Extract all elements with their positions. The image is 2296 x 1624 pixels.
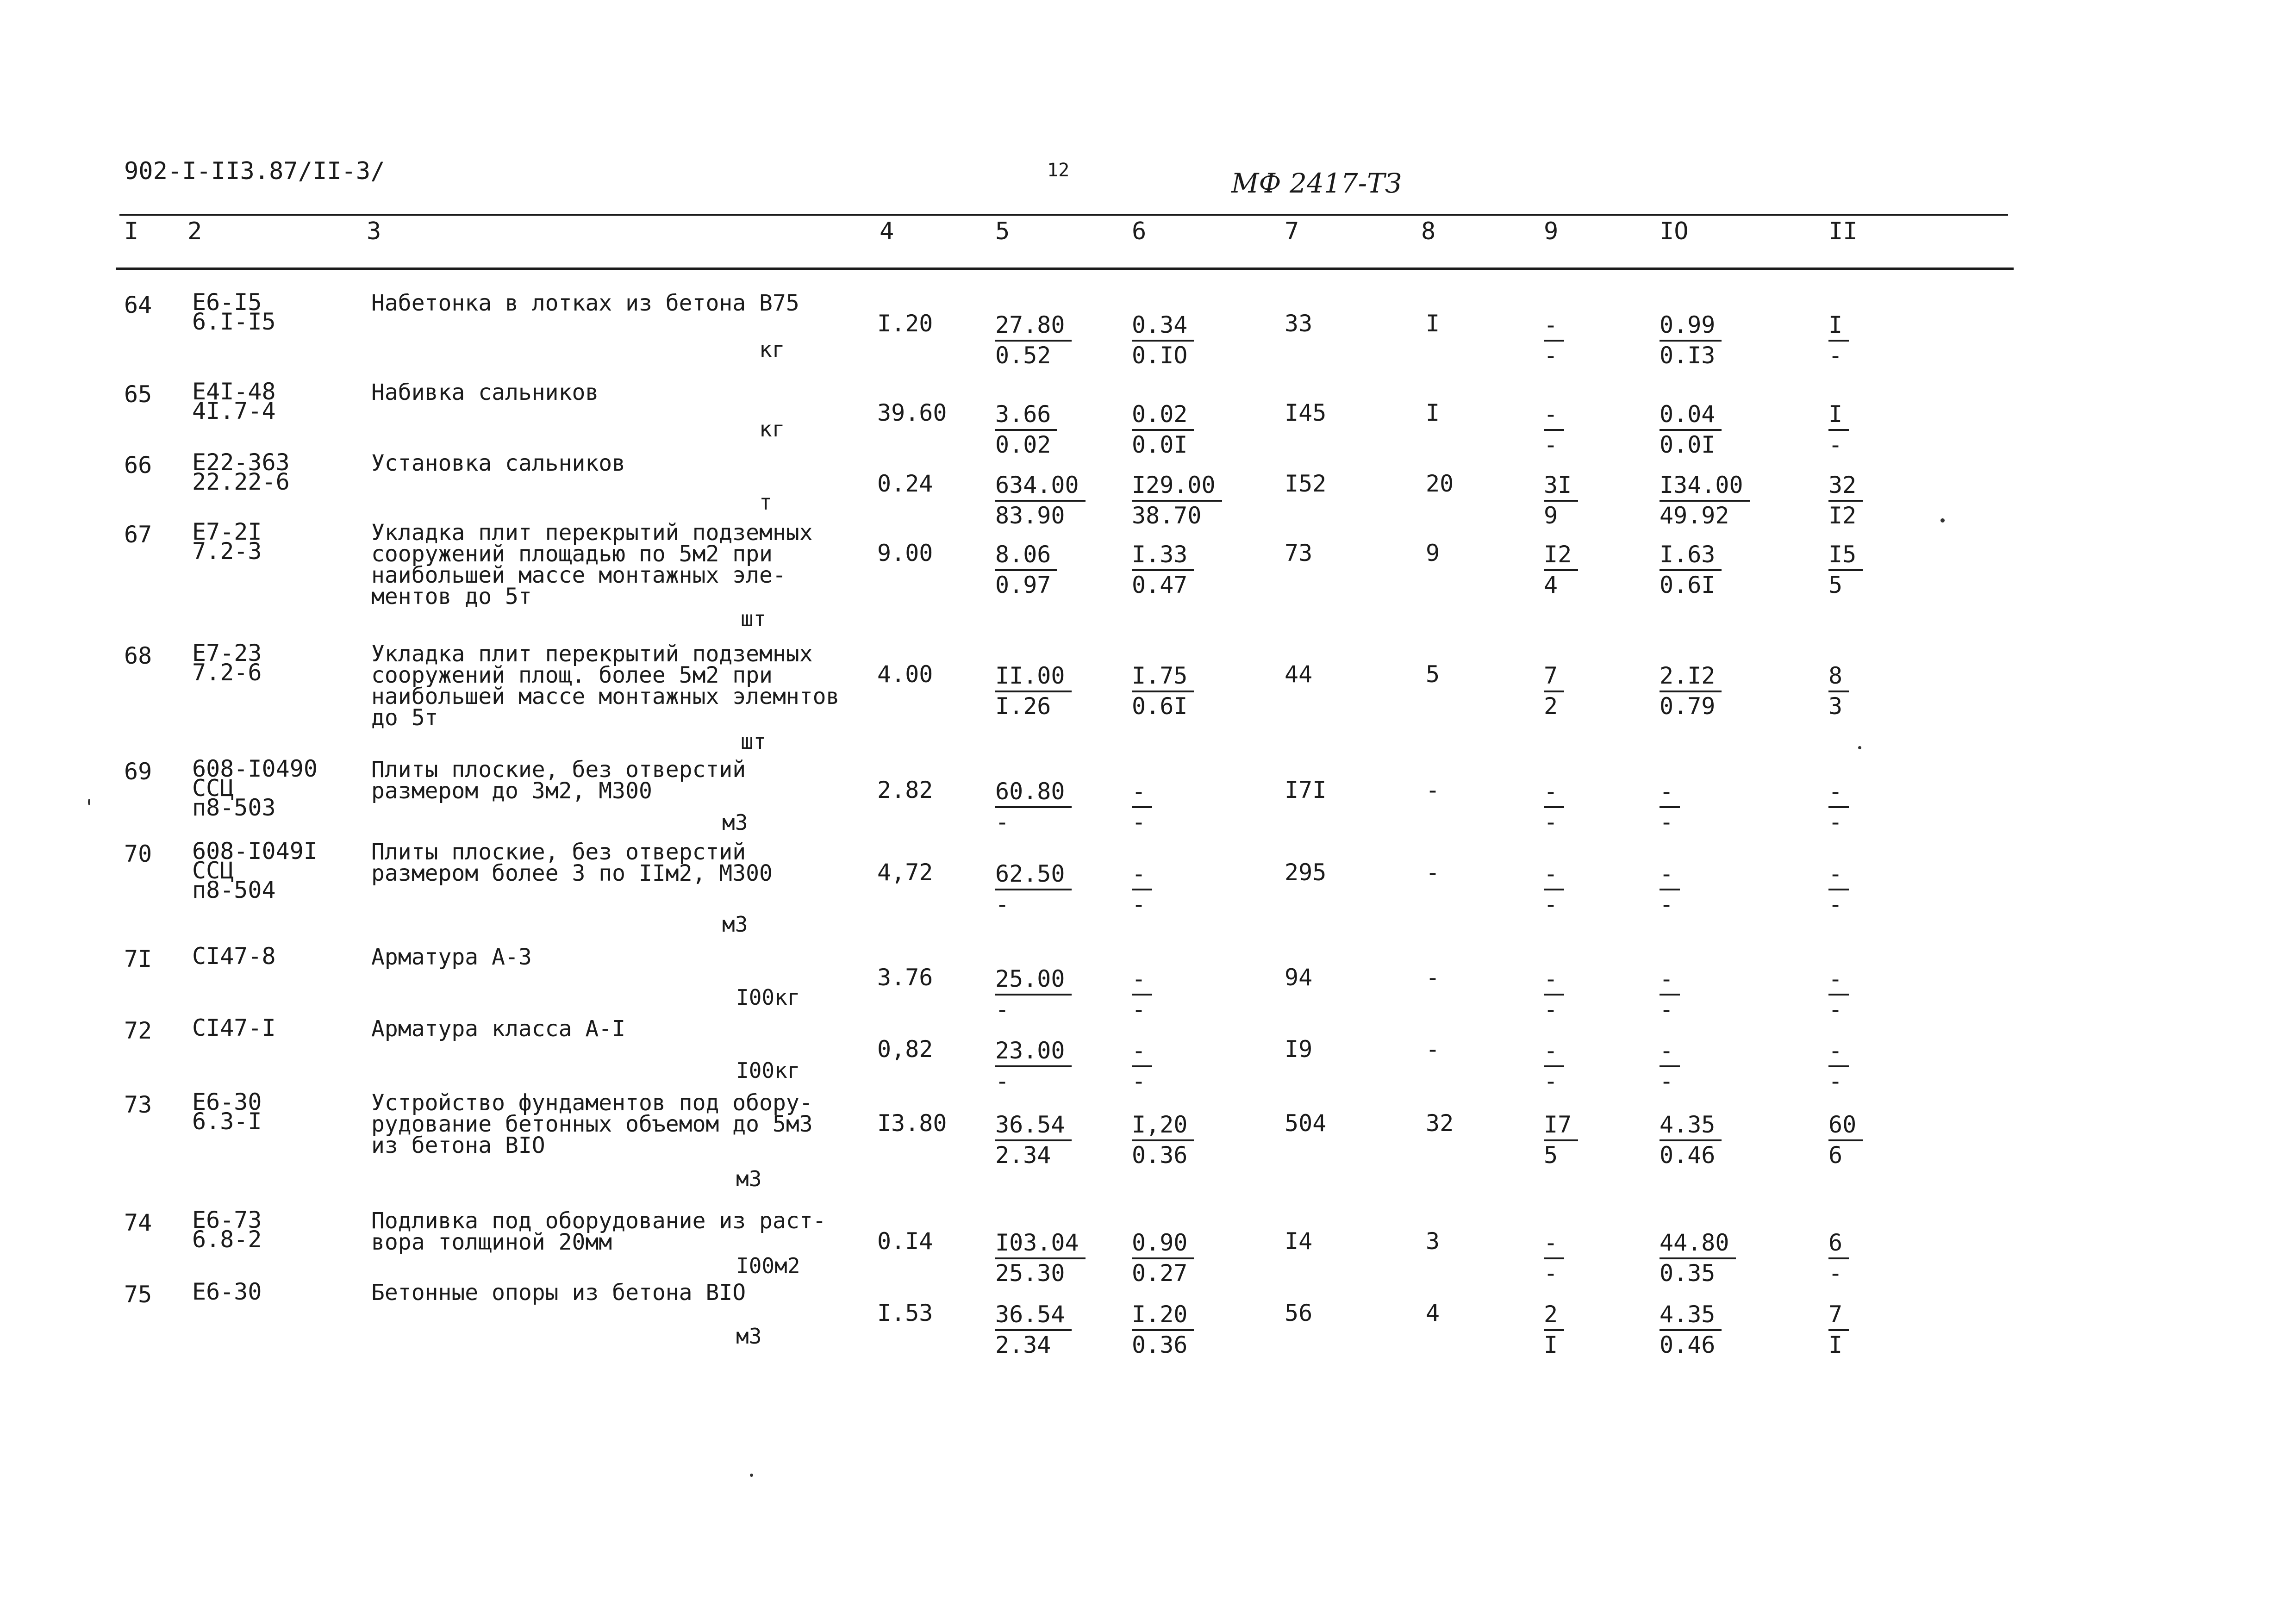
work-description: Укладка плит перекрытий подземных сооружений площадью по 5м2 при наибольшей массе монтажных эле- ментов до 5т	[371, 520, 813, 610]
total-labor-bottom: -	[1828, 342, 1843, 369]
unit-cost	[995, 662, 1083, 721]
unit-of-measure: м3	[736, 1324, 762, 1349]
work-description: Набетонка в лотках из бетона В75	[371, 290, 799, 316]
row-number: 67	[124, 521, 152, 548]
column-header-3: 3	[367, 218, 381, 245]
unit-cost-bottom: 0.52	[995, 342, 1051, 369]
unit-cost	[995, 1037, 1083, 1096]
labor-norm	[1660, 662, 1747, 721]
unit-of-measure: I00кг	[736, 985, 800, 1010]
machine-cost-top: -	[1544, 778, 1564, 808]
total-cost: 56	[1285, 1300, 1313, 1326]
machine-cost-top: -	[1544, 860, 1564, 890]
labor-norm-top: 0.04	[1660, 400, 1722, 431]
cost-code: СI47-I	[192, 1014, 276, 1041]
unit-cost	[995, 471, 1083, 530]
row-number: 66	[124, 452, 152, 479]
machine-cost-bottom: -	[1544, 1260, 1558, 1287]
work-description: Набивка сальников	[371, 380, 599, 405]
unit-cost	[995, 311, 1083, 370]
wage-cost-bottom: -	[1132, 891, 1146, 918]
unit-cost	[995, 1229, 1083, 1288]
wage-cost	[1132, 1111, 1220, 1170]
wage-cost-bottom: -	[1132, 996, 1146, 1023]
machine-cost-bottom: 4	[1544, 572, 1558, 598]
unit-cost-top: 634.00	[995, 471, 1086, 502]
machine-cost-top: I2	[1544, 541, 1578, 571]
total-labor-bottom: I2	[1828, 502, 1857, 529]
wage-cost	[1132, 1229, 1220, 1288]
total-wages: -	[1426, 777, 1440, 803]
wage-cost-bottom: 38.70	[1132, 502, 1202, 529]
wage-cost	[1132, 965, 1220, 1024]
top-rule	[119, 214, 2008, 216]
labor-norm-bottom: 49.92	[1660, 502, 1729, 529]
total-wages: 32	[1426, 1110, 1454, 1137]
scan-speck	[88, 799, 90, 805]
column-header-8: 8	[1421, 218, 1436, 245]
unit-cost-bottom: 25.30	[995, 1260, 1065, 1287]
machine-cost-top: 2	[1544, 1300, 1564, 1331]
cost-code: Е7-2I 7.2-3	[192, 518, 262, 565]
labor-norm-bottom: -	[1660, 996, 1674, 1023]
wage-cost	[1132, 311, 1220, 370]
wage-cost-top: 0.02	[1132, 400, 1194, 431]
quantity: 39.60	[877, 399, 947, 426]
cost-code: 608-I049I ССЦ п8-504	[192, 838, 318, 903]
scan-speck	[750, 1474, 753, 1477]
work-description: Подливка под оборудование из раст- вора толщиной 20мм	[371, 1208, 826, 1255]
machine-cost-top: -	[1544, 400, 1564, 431]
total-wages: I	[1426, 399, 1440, 426]
total-labor-top: I	[1828, 311, 1849, 342]
unit-cost-top: 36.54	[995, 1111, 1072, 1141]
machine-cost-top: -	[1544, 311, 1564, 342]
cost-code: Е6-I5 6.I-I5	[192, 289, 276, 335]
total-labor-top: I	[1828, 400, 1849, 431]
labor-norm-top: -	[1660, 778, 1680, 808]
quantity: I.53	[877, 1300, 933, 1326]
total-labor	[1828, 778, 1916, 837]
machine-cost-bottom: 2	[1544, 693, 1558, 720]
total-labor	[1828, 400, 1916, 460]
quantity: 0.I4	[877, 1228, 933, 1255]
machine-cost-top: -	[1544, 1229, 1564, 1259]
table-row	[0, 640, 2296, 731]
row-number: 68	[124, 642, 152, 669]
wage-cost-top: -	[1132, 860, 1152, 890]
total-wages: 9	[1426, 540, 1440, 566]
total-cost: 73	[1285, 540, 1313, 566]
row-number: 70	[124, 840, 152, 867]
unit-of-measure: м3	[722, 912, 748, 937]
unit-cost-top: 23.00	[995, 1037, 1072, 1067]
unit-cost-bottom: 0.97	[995, 572, 1051, 598]
row-number: 74	[124, 1209, 152, 1236]
total-wages: 5	[1426, 661, 1440, 688]
machine-cost-top: I7	[1544, 1111, 1578, 1141]
cost-code: Е4I-48 4I.7-4	[192, 378, 276, 424]
machine-cost-bottom: -	[1544, 809, 1558, 835]
unit-cost-bottom: 83.90	[995, 502, 1065, 529]
unit-of-measure: м3	[722, 810, 748, 835]
total-labor-bottom: -	[1828, 996, 1843, 1023]
total-cost: I9	[1285, 1036, 1313, 1063]
total-labor-bottom: I	[1828, 1332, 1843, 1358]
machine-cost	[1544, 1300, 1632, 1360]
labor-norm-top: 0.99	[1660, 311, 1722, 342]
total-labor-bottom: 3	[1828, 693, 1843, 720]
work-description: Плиты плоские, без отверстий размером до 3м2, М300	[371, 757, 746, 804]
total-cost: 94	[1285, 964, 1313, 991]
work-description: Арматура класса А-I	[371, 1016, 626, 1042]
cost-code: Е6-30 6.3-I	[192, 1089, 262, 1135]
wage-cost-top: I.75	[1132, 662, 1194, 692]
unit-cost-bottom: -	[995, 996, 1010, 1023]
labor-norm-top: I.63	[1660, 541, 1722, 571]
wage-cost	[1132, 662, 1220, 721]
cost-code: Е6-30	[192, 1278, 262, 1305]
labor-norm-bottom: -	[1660, 809, 1674, 835]
machine-cost-bottom: -	[1544, 891, 1558, 918]
machine-cost-bottom: -	[1544, 996, 1558, 1023]
labor-norm	[1660, 1300, 1747, 1360]
labor-norm	[1660, 778, 1747, 837]
cost-code: Е22-363 22.22-6	[192, 449, 290, 495]
total-cost: 295	[1285, 859, 1327, 886]
wage-cost	[1132, 541, 1220, 600]
total-cost: 33	[1285, 310, 1313, 337]
total-labor-bottom: -	[1828, 1068, 1843, 1095]
machine-cost-bottom: 9	[1544, 502, 1558, 529]
total-cost: 44	[1285, 661, 1313, 688]
machine-cost	[1544, 965, 1632, 1024]
total-labor	[1828, 965, 1916, 1024]
quantity: 0,82	[877, 1036, 933, 1063]
machine-cost-bottom: I	[1544, 1332, 1558, 1358]
row-number: 7I	[124, 946, 152, 972]
machine-cost	[1544, 778, 1632, 837]
scan-speck	[1858, 746, 1861, 749]
total-labor	[1828, 1229, 1916, 1288]
unit-cost-bottom: -	[995, 809, 1010, 835]
total-labor	[1828, 1111, 1916, 1170]
unit-cost	[995, 965, 1083, 1024]
wage-cost	[1132, 860, 1220, 919]
unit-of-measure: I00м2	[736, 1253, 800, 1278]
total-labor	[1828, 1300, 1916, 1360]
total-labor-top: -	[1828, 1037, 1849, 1067]
labor-norm-bottom: 0.46	[1660, 1142, 1716, 1169]
quantity: I.20	[877, 310, 933, 337]
quantity: 9.00	[877, 540, 933, 566]
labor-norm-bottom: 0.35	[1660, 1260, 1716, 1287]
labor-norm-bottom: -	[1660, 1068, 1674, 1095]
wage-cost	[1132, 1037, 1220, 1096]
unit-of-measure: шт	[741, 729, 767, 754]
quantity: 2.82	[877, 777, 933, 803]
wage-cost-bottom: -	[1132, 1068, 1146, 1095]
unit-of-measure: кг	[759, 337, 785, 362]
unit-of-measure: I00кг	[736, 1058, 800, 1083]
total-labor-bottom: -	[1828, 809, 1843, 835]
labor-norm-top: 44.80	[1660, 1229, 1736, 1259]
unit-cost-top: 27.80	[995, 311, 1072, 342]
total-wages: 4	[1426, 1300, 1440, 1326]
unit-cost-bottom: I.26	[995, 693, 1051, 720]
row-number: 72	[124, 1017, 152, 1044]
wage-cost-top: 0.34	[1132, 311, 1194, 342]
unit-cost-top: 8.06	[995, 541, 1057, 571]
quantity: 3.76	[877, 964, 933, 991]
wage-cost-bottom: -	[1132, 809, 1146, 835]
machine-cost-top: 3I	[1544, 471, 1578, 502]
unit-cost	[995, 1111, 1083, 1170]
machine-cost-top: 7	[1544, 662, 1564, 692]
unit-cost-top: II.00	[995, 662, 1072, 692]
wage-cost-bottom: 0.47	[1132, 572, 1188, 598]
total-labor-top: 32	[1828, 471, 1863, 502]
total-labor-bottom: 5	[1828, 572, 1843, 598]
unit-cost-bottom: -	[995, 1068, 1010, 1095]
cost-code: Е6-73 6.8-2	[192, 1207, 262, 1253]
labor-norm-bottom: 0.0I	[1660, 431, 1716, 458]
wage-cost-bottom: 0.IO	[1132, 342, 1188, 369]
wage-cost-bottom: 0.0I	[1132, 431, 1188, 458]
labor-norm-bottom: 0.I3	[1660, 342, 1716, 369]
total-wages: 20	[1426, 470, 1454, 497]
labor-norm-top: -	[1660, 860, 1680, 890]
unit-of-measure: кг	[759, 417, 785, 442]
unit-cost	[995, 778, 1083, 837]
row-number: 75	[124, 1281, 152, 1308]
work-description: Устройство фундаментов под обору- рудование бетонных объемом до 5м3 из бетона ВIО	[371, 1090, 813, 1158]
row-number: 73	[124, 1091, 152, 1118]
column-header-2: 2	[187, 218, 202, 245]
total-cost: I45	[1285, 399, 1327, 426]
total-labor	[1828, 541, 1916, 600]
total-labor	[1828, 860, 1916, 919]
total-labor-top: 6	[1828, 1229, 1849, 1259]
labor-norm	[1660, 1037, 1747, 1096]
column-header-6: 6	[1132, 218, 1147, 245]
column-header-4: 4	[880, 218, 894, 245]
wage-cost-top: I.33	[1132, 541, 1194, 571]
labor-norm-top: I34.00	[1660, 471, 1750, 502]
unit-cost-top: 25.00	[995, 965, 1072, 996]
machine-cost-bottom: 5	[1544, 1142, 1558, 1169]
wage-cost	[1132, 778, 1220, 837]
machine-cost-bottom: -	[1544, 342, 1558, 369]
unit-cost-top: 62.50	[995, 860, 1072, 890]
work-description: Бетонные опоры из бетона ВIО	[371, 1280, 746, 1306]
wage-cost-bottom: 0.27	[1132, 1260, 1188, 1287]
total-labor-top: -	[1828, 965, 1849, 996]
wage-cost-bottom: 0.6I	[1132, 693, 1188, 720]
machine-cost	[1544, 311, 1632, 370]
quantity: 4,72	[877, 859, 933, 886]
wage-cost-top: I,20	[1132, 1111, 1194, 1141]
total-wages: 3	[1426, 1228, 1440, 1255]
column-header-1: I	[124, 218, 139, 245]
row-number: 64	[124, 292, 152, 318]
column-header-10: IO	[1660, 218, 1689, 245]
unit-cost-top: 36.54	[995, 1300, 1072, 1331]
document-stamp: МФ 2417-ТЗ	[1231, 168, 1402, 199]
labor-norm-top: 4.35	[1660, 1300, 1722, 1331]
total-labor	[1828, 471, 1916, 530]
work-description: Плиты плоские, без отверстий размером более 3 по IIм2, М300	[371, 839, 773, 886]
wage-cost	[1132, 1300, 1220, 1360]
unit-cost-bottom: 2.34	[995, 1142, 1051, 1169]
table-row	[0, 518, 2296, 610]
quantity: I3.80	[877, 1110, 947, 1137]
labor-norm	[1660, 860, 1747, 919]
cost-code: СI47-8	[192, 943, 276, 970]
unit-cost-bottom: -	[995, 891, 1010, 918]
wage-cost	[1132, 471, 1220, 530]
labor-norm-top: 2.I2	[1660, 662, 1722, 692]
work-description: Установка сальников	[371, 450, 626, 476]
unit-cost-bottom: 2.34	[995, 1332, 1051, 1358]
labor-norm	[1660, 965, 1747, 1024]
total-cost: I4	[1285, 1228, 1313, 1255]
total-labor-top: -	[1828, 860, 1849, 890]
unit-cost	[995, 541, 1083, 600]
cost-code: Е7-23 7.2-6	[192, 640, 262, 686]
total-labor-top: 8	[1828, 662, 1849, 692]
quantity: 0.24	[877, 470, 933, 497]
unit-cost-top: I03.04	[995, 1229, 1086, 1259]
header-rule	[116, 268, 2014, 270]
unit-cost-top: 3.66	[995, 400, 1057, 431]
labor-norm-bottom: 0.46	[1660, 1332, 1716, 1358]
unit-of-measure: м3	[736, 1166, 762, 1191]
unit-cost	[995, 400, 1083, 460]
wage-cost-bottom: 0.36	[1132, 1142, 1188, 1169]
total-wages: -	[1426, 859, 1440, 886]
total-labor-top: I5	[1828, 541, 1863, 571]
scan-speck	[1940, 518, 1945, 523]
wage-cost-top: -	[1132, 965, 1152, 996]
wage-cost	[1132, 400, 1220, 460]
total-labor	[1828, 662, 1916, 721]
column-header-7: 7	[1285, 218, 1299, 245]
total-wages: -	[1426, 1036, 1440, 1063]
total-cost: I7I	[1285, 777, 1327, 803]
unit-cost-bottom: 0.02	[995, 431, 1051, 458]
labor-norm-top: 4.35	[1660, 1111, 1722, 1141]
total-labor	[1828, 1037, 1916, 1096]
work-description: Арматура А-3	[371, 944, 532, 970]
machine-cost	[1544, 541, 1632, 600]
table-row	[0, 1089, 2296, 1169]
machine-cost	[1544, 1111, 1632, 1170]
labor-norm	[1660, 1111, 1747, 1170]
column-header-9: 9	[1544, 218, 1559, 245]
labor-norm-top: -	[1660, 1037, 1680, 1067]
machine-cost	[1544, 662, 1632, 721]
column-header-5: 5	[995, 218, 1010, 245]
machine-cost-bottom: -	[1544, 431, 1558, 458]
table-row	[0, 755, 2296, 835]
labor-norm	[1660, 1229, 1747, 1288]
machine-cost	[1544, 860, 1632, 919]
machine-cost-top: -	[1544, 965, 1564, 996]
wage-cost-top: I.20	[1132, 1300, 1194, 1331]
work-description: Укладка плит перекрытий подземных сооружений площ. более 5м2 при наибольшей массе монтажных элемнтов до 5т	[371, 641, 840, 731]
cost-code: 608-I0490 ССЦ п8-503	[192, 755, 318, 821]
machine-cost	[1544, 1037, 1632, 1096]
wage-cost-top: 0.90	[1132, 1229, 1194, 1259]
total-labor-top: 7	[1828, 1300, 1849, 1331]
table-row	[0, 449, 2296, 529]
total-cost: I52	[1285, 470, 1327, 497]
quantity: 4.00	[877, 661, 933, 688]
labor-norm-bottom: 0.79	[1660, 693, 1716, 720]
labor-norm-top: -	[1660, 965, 1680, 996]
total-wages: I	[1426, 310, 1440, 337]
column-header-11: II	[1828, 218, 1858, 245]
wage-cost-top: -	[1132, 778, 1152, 808]
table-row	[0, 838, 2296, 918]
machine-cost-top: -	[1544, 1037, 1564, 1067]
total-wages: -	[1426, 964, 1440, 991]
total-cost: 504	[1285, 1110, 1327, 1137]
labor-norm	[1660, 400, 1747, 460]
labor-norm	[1660, 311, 1747, 370]
labor-norm-bottom: -	[1660, 891, 1674, 918]
labor-norm-bottom: 0.6I	[1660, 572, 1716, 598]
unit-of-measure: т	[759, 490, 772, 515]
wage-cost-top: -	[1132, 1037, 1152, 1067]
total-labor-bottom: -	[1828, 1260, 1843, 1287]
total-labor-bottom: -	[1828, 431, 1843, 458]
wage-cost-bottom: 0.36	[1132, 1332, 1188, 1358]
total-labor-top: 60	[1828, 1111, 1863, 1141]
labor-norm	[1660, 471, 1747, 530]
unit-cost-top: 60.80	[995, 778, 1072, 808]
unit-cost	[995, 860, 1083, 919]
machine-cost	[1544, 400, 1632, 460]
labor-norm	[1660, 541, 1747, 600]
page-number: 12	[1047, 160, 1070, 181]
unit-cost	[995, 1300, 1083, 1360]
row-number: 65	[124, 381, 152, 408]
total-labor-bottom: 6	[1828, 1142, 1843, 1169]
machine-cost	[1544, 1229, 1632, 1288]
total-labor	[1828, 311, 1916, 370]
unit-of-measure: шт	[741, 606, 767, 631]
total-labor-top: -	[1828, 778, 1849, 808]
document-code: 902-I-II3.87/II-3/	[124, 157, 385, 185]
machine-cost	[1544, 471, 1632, 530]
machine-cost-bottom: -	[1544, 1068, 1558, 1095]
wage-cost-top: I29.00	[1132, 471, 1222, 502]
total-labor-bottom: -	[1828, 891, 1843, 918]
row-number: 69	[124, 758, 152, 785]
